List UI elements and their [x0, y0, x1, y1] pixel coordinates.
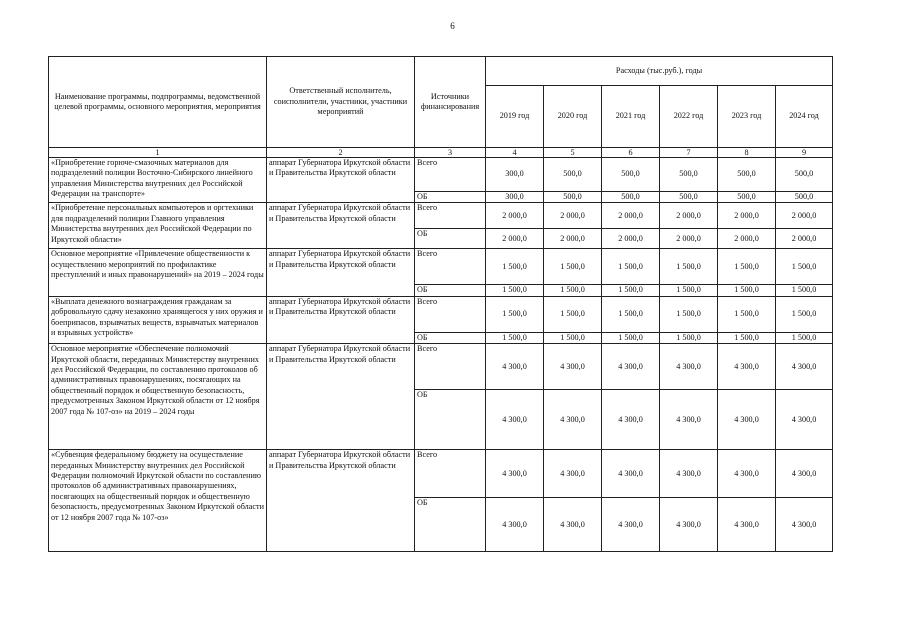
expense-value: 4 300,0	[776, 498, 833, 552]
executor: аппарат Губернатора Иркутской области и Правительства Иркутской области	[267, 203, 415, 249]
column-number: 2	[267, 148, 415, 158]
expense-value: 2 000,0	[602, 203, 660, 229]
expense-value: 500,0	[660, 158, 718, 192]
funding-source: Всего	[415, 450, 486, 498]
expense-value: 4 300,0	[486, 498, 544, 552]
executor: аппарат Губернатора Иркутской области и Правительства Иркутской области	[267, 158, 415, 203]
expense-value: 4 300,0	[602, 450, 660, 498]
expense-value: 1 500,0	[602, 249, 660, 285]
table-row	[49, 158, 833, 192]
funding-source: ОБ	[415, 192, 486, 203]
expense-value: 4 300,0	[718, 498, 776, 552]
expense-value: 4 300,0	[602, 344, 660, 390]
column-number: 1	[49, 148, 267, 158]
expense-value: 4 300,0	[602, 498, 660, 552]
header-year: 2020 год	[544, 86, 602, 148]
expense-value: 1 500,0	[486, 285, 544, 296]
expense-value: 2 000,0	[544, 203, 602, 229]
expense-value: 1 500,0	[486, 332, 544, 343]
expense-value: 2 000,0	[776, 203, 833, 229]
header-executor: Ответственный исполнитель, соисполнители, участники, участники мероприятий	[267, 57, 415, 148]
expense-value: 4 300,0	[718, 390, 776, 450]
expense-value: 4 300,0	[602, 390, 660, 450]
expense-value: 1 500,0	[486, 296, 544, 332]
expense-value: 4 300,0	[660, 344, 718, 390]
program-name: «Приобретение персональных компьютеров и оргтехники для подразделений полиции Главного управления Министерства внутренних дел Российской Федерации по Иркутской области»	[49, 203, 267, 249]
column-number: 4	[486, 148, 544, 158]
header-name: Наименование программы, подпрограммы, ведомственной целевой программы, основного мероприятия, мероприятия	[49, 57, 267, 148]
expense-value: 300,0	[486, 158, 544, 192]
table-row	[49, 450, 833, 498]
expense-value: 4 300,0	[718, 344, 776, 390]
expense-value: 4 300,0	[544, 390, 602, 450]
expense-value: 2 000,0	[486, 203, 544, 229]
expense-value: 4 300,0	[544, 498, 602, 552]
header-year: 2019 год	[486, 86, 544, 148]
expense-value: 1 500,0	[718, 285, 776, 296]
expense-value: 4 300,0	[660, 390, 718, 450]
header-year: 2022 год	[660, 86, 718, 148]
expense-value: 2 000,0	[486, 229, 544, 249]
expense-value: 500,0	[544, 192, 602, 203]
executor: аппарат Губернатора Иркутской области и Правительства Иркутской области	[267, 344, 415, 450]
program-name: «Выплата денежного вознаграждения гражданам за добровольную сдачу незаконно хранящегося у них оружия и боеприпасов, взрывчатых веществ, взрывчатых материалов и взрывных устройств»	[49, 296, 267, 343]
header-year: 2021 год	[602, 86, 660, 148]
header-year: 2024 год	[776, 86, 833, 148]
column-number: 7	[660, 148, 718, 158]
expense-value: 1 500,0	[776, 332, 833, 343]
expense-value: 2 000,0	[776, 229, 833, 249]
funding-source: Всего	[415, 249, 486, 285]
expense-value: 1 500,0	[660, 285, 718, 296]
expense-value: 1 500,0	[602, 296, 660, 332]
expense-value: 1 500,0	[544, 249, 602, 285]
funding-source: Всего	[415, 158, 486, 192]
funding-source: ОБ	[415, 332, 486, 343]
expense-value: 500,0	[718, 192, 776, 203]
funding-source: Всего	[415, 344, 486, 390]
expense-value: 1 500,0	[776, 285, 833, 296]
expense-value: 1 500,0	[776, 249, 833, 285]
executor: аппарат Губернатора Иркутской области и Правительства Иркутской области	[267, 249, 415, 296]
expense-value: 500,0	[660, 192, 718, 203]
funding-source: ОБ	[415, 390, 486, 450]
expense-value: 500,0	[776, 158, 833, 192]
header-year: 2023 год	[718, 86, 776, 148]
expense-value: 1 500,0	[718, 249, 776, 285]
column-number: 8	[718, 148, 776, 158]
funding-source: ОБ	[415, 498, 486, 552]
funding-source: ОБ	[415, 285, 486, 296]
expense-value: 4 300,0	[486, 390, 544, 450]
expense-value: 2 000,0	[718, 203, 776, 229]
expense-value: 500,0	[776, 192, 833, 203]
expense-value: 1 500,0	[776, 296, 833, 332]
header-source: Источники финансирования	[415, 57, 486, 148]
expense-value: 1 500,0	[718, 332, 776, 343]
executor: аппарат Губернатора Иркутской области и Правительства Иркутской области	[267, 296, 415, 343]
column-number: 9	[776, 148, 833, 158]
expense-value: 4 300,0	[486, 450, 544, 498]
program-name: «Субвенция федеральному бюджету на осуществление переданных Министерству внутренних дел Российской Федерации полномочий Иркутской области по составлению протоколов об административных правонарушениях, посягающих на общественный порядок и общественную безопасность, предусмотренных Законом Иркутской области от 12 ноября 2007 года № 107-оз»	[49, 450, 267, 552]
expense-value: 4 300,0	[718, 450, 776, 498]
expense-value: 1 500,0	[660, 296, 718, 332]
expense-value: 4 300,0	[660, 498, 718, 552]
expense-value: 2 000,0	[544, 229, 602, 249]
expense-value: 4 300,0	[544, 344, 602, 390]
program-name: «Приобретение горюче-смазочных материалов для подразделений полиции Восточно-Сибирского линейного управления Министерства внутренних дел Российской Федерации на транспорте»	[49, 158, 267, 203]
expense-value: 500,0	[602, 192, 660, 203]
expense-value: 4 300,0	[660, 450, 718, 498]
expense-value: 1 500,0	[544, 296, 602, 332]
expense-value: 1 500,0	[544, 332, 602, 343]
expense-value: 1 500,0	[660, 332, 718, 343]
expense-value: 500,0	[602, 158, 660, 192]
header-expenses: Расходы (тыс.руб.), годы	[486, 57, 833, 86]
column-number: 3	[415, 148, 486, 158]
expense-value: 2 000,0	[660, 229, 718, 249]
expense-value: 2 000,0	[718, 229, 776, 249]
expense-value: 1 500,0	[602, 285, 660, 296]
expense-value: 2 000,0	[660, 203, 718, 229]
expense-value: 1 500,0	[544, 285, 602, 296]
expense-value: 1 500,0	[486, 249, 544, 285]
expense-value: 500,0	[718, 158, 776, 192]
table-row	[49, 203, 833, 229]
expense-value: 4 300,0	[776, 390, 833, 450]
column-number: 6	[602, 148, 660, 158]
table-row	[49, 296, 833, 332]
executor: аппарат Губернатора Иркутской области и Правительства Иркутской области	[267, 450, 415, 552]
column-number: 5	[544, 148, 602, 158]
funding-source: Всего	[415, 203, 486, 229]
expense-value: 4 300,0	[776, 450, 833, 498]
table-row	[49, 344, 833, 390]
expense-value: 1 500,0	[718, 296, 776, 332]
expense-value: 2 000,0	[602, 229, 660, 249]
expense-value: 4 300,0	[544, 450, 602, 498]
expense-value: 1 500,0	[602, 332, 660, 343]
program-name: Основное мероприятие «Обеспечение полномочий Иркутской области, переданных Министерству внутренних дел Российской Федерации, по составлению протоколов об административных правонарушениях, посягающих на общественный порядок и общественную безопасность, предусмотренных Законом Иркутской области от 12 ноября 2007 года № 107-оз» на 2019 – 2024 годы	[49, 344, 267, 450]
expense-value: 4 300,0	[486, 344, 544, 390]
expense-value: 300,0	[486, 192, 544, 203]
expense-value: 4 300,0	[776, 344, 833, 390]
table-row	[49, 249, 833, 285]
page-number: 6	[450, 21, 455, 31]
budget-table	[48, 56, 833, 552]
funding-source: Всего	[415, 296, 486, 332]
expense-value: 500,0	[544, 158, 602, 192]
funding-source: ОБ	[415, 229, 486, 249]
expense-value: 1 500,0	[660, 249, 718, 285]
program-name: Основное мероприятие «Привлечение общественности к осуществлению мероприятий по профилактике преступлений и иных правонарушений» на 2019 – 2024 годы	[49, 249, 267, 296]
